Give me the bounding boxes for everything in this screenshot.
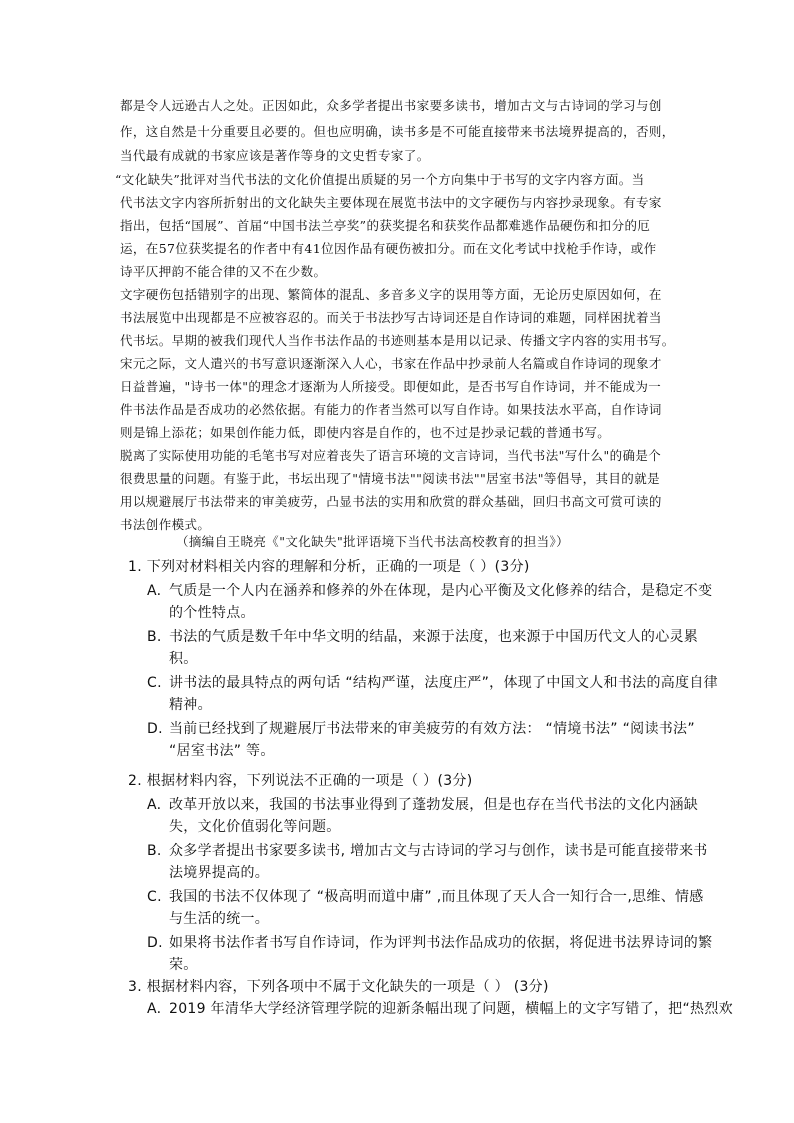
option-label: B. [147, 629, 162, 645]
passage-line: 运，在57位获奖提名的作者中有41位因作品有硬伤被扣分。而在文化考试中找枪手作诗，或作 [120, 241, 657, 256]
passage-line: 脱离了实际使用功能的毛笔书写对应着丧失了语言环境的文言诗词，当代书法"写什么"的确是个 [120, 448, 662, 463]
option-a[interactable] [147, 794, 698, 814]
passage-line: 代书坛。早期的被我们现代人当作书法作品的书迹则基本是用以记录、传播文字内容的实用书写。 [120, 333, 675, 348]
option-label: A. [147, 583, 162, 599]
passage-source: （摘编自王晓亮《"文化缺失"批评语境下当代书法高校教育的担当》） [176, 534, 570, 549]
passage-line: “文化缺失”批评对当代书法的文化价值提出质疑的另一个方向集中于书写的文字内容方面。当 [115, 172, 645, 187]
question-stem: 3. 根据材料内容，下列各项中不属于文化缺失的一项是（ ） (3分) [128, 979, 549, 995]
option-text-continued: 积。 [169, 651, 198, 667]
option-text: 众多学者提出书家要多读书, 增加古文与古诗词的学习与创作，读书是可能直接带来书 [169, 843, 708, 859]
option-label: A. [147, 797, 162, 813]
option-label: D. [147, 935, 163, 951]
option-text-continued: 与生活的统一。 [169, 911, 270, 927]
passage-line: 当代最有成就的书家应该是著作等身的文史哲专家了。 [120, 148, 430, 163]
passage-line: 书法展览中出现都是不应被容忍的。而关于书法抄写古诗词还是自作诗词的难题，同样困扰着当 [120, 310, 662, 325]
option-b[interactable] [147, 840, 708, 860]
option-text-continued: 精神。 [169, 697, 212, 713]
option-c[interactable] [147, 672, 718, 692]
option-text-continued: 失，文化价值弱化等问题。 [169, 819, 341, 835]
option-text: 当前已经找到了规避展厅书法带来的审美疲劳的有效方法： “情境书法” “阅读书法” [169, 721, 695, 737]
passage-line: 代书法文字内容所折射出的文化缺失主要体现在展览书法中的文字硬伤与内容抄录现象。有专家 [120, 195, 662, 210]
passage-line: 很费思量的问题。有鉴于此，书坛出现了"情境书法""阅读书法""居室书法"等倡导，其目的就是 [120, 471, 660, 486]
passage-line: 件书法作品是否成功的必然依据。有能力的作者当然可以写自作诗。如果技法水平高，自作诗词 [120, 402, 662, 417]
passage-line: 宋元之际，文人遣兴的书写意识逐渐深入人心，书家在作品中抄录前人名篇或自作诗词的现象才 [120, 356, 662, 371]
option-text-continued: 的个性特点。 [169, 605, 255, 621]
option-text: 2019 年清华大学经济管理学院的迎新条幅出现了问题，横幅上的文字写错了，把“热烈欢 [169, 1001, 733, 1017]
option-text-continued: “居室书法” 等。 [169, 743, 275, 759]
option-a[interactable] [147, 580, 712, 600]
option-b[interactable] [147, 626, 698, 646]
option-text: 书法的气质是数千年中华文明的结晶，来源于法度，也来源于中国历代文人的心灵累 [169, 629, 699, 645]
passage-line: 书法创作模式。 [120, 517, 211, 532]
question-stem: 2. 根据材料内容，下列说法不正确的一项是（ ）(3分) [128, 773, 473, 789]
option-text: 我国的书法不仅体现了 “极高明而道中庸” ,而且体现了天人合一知行合一,思维、情感 [169, 889, 704, 905]
option-label: C. [147, 889, 162, 905]
option-text: 讲书法的最具特点的两句话 “结构严谨，法度庄严”，体现了中国文人和书法的高度自律 [169, 675, 718, 691]
option-label: D. [147, 721, 163, 737]
option-label: C. [147, 675, 162, 691]
passage-line: 日益普遍，"诗书一体"的理念才逐渐为人所接受。即便如此，是否书写自作诗词，并不能成为一 [120, 379, 662, 394]
passage-line: 文字硬伤包括错别字的出现、繁简体的混乱、多音多义字的误用等方面，无论历史原因如何，在 [120, 287, 662, 302]
question-stem: 1. 下列对材料相关内容的理解和分析，正确的一项是（ ）(3分) [128, 559, 530, 575]
option-text-continued: 荣。 [169, 957, 198, 973]
option-text: 改革开放以来，我国的书法事业得到了蓬勃发展，但是也存在当代书法的文化内涵缺 [169, 797, 699, 813]
option-a[interactable] [147, 998, 733, 1018]
passage-line: 都是令人远逊古人之处。正因如此，众多学者提出书家要多读书，增加古文与古诗词的学习与创 [120, 98, 662, 113]
option-text: 如果将书法作者书写自作诗词，作为评判书法作品成功的依据，将促进书法界诗词的繁 [169, 935, 713, 951]
passage-line: 则是锦上添花；如果创作能力低，即使内容是自作的，也不过是抄录记载的普通书写。 [120, 425, 611, 440]
passage-line: 诗平仄押韵不能合律的又不在少数。 [120, 264, 327, 279]
passage-line: 作，这自然是十分重要且必要的。但也应明确，读书多是不可能直接带来书法境界提高的，否则， [120, 124, 675, 139]
passage-line: 用以规避展厅书法带来的审美疲劳，凸显书法的实用和欣赏的群众基础，回归书高文可赏可读的 [120, 494, 662, 509]
option-label: A. [147, 1001, 162, 1017]
option-d[interactable] [147, 718, 695, 738]
option-c[interactable] [147, 886, 704, 906]
passage-line: 指出，包括“国展”、首届“中国书法兰亭奖”的获奖提名和获奖作品都难逃作品硬伤和扣分的厄 [120, 218, 651, 233]
option-label: B. [147, 843, 162, 859]
option-d[interactable] [147, 932, 712, 952]
option-text: 气质是一个人内在涵养和修养的外在体现，是内心平衡及文化修养的结合，是稳定不变 [169, 583, 713, 599]
option-text-continued: 法境界提高的。 [169, 865, 270, 881]
